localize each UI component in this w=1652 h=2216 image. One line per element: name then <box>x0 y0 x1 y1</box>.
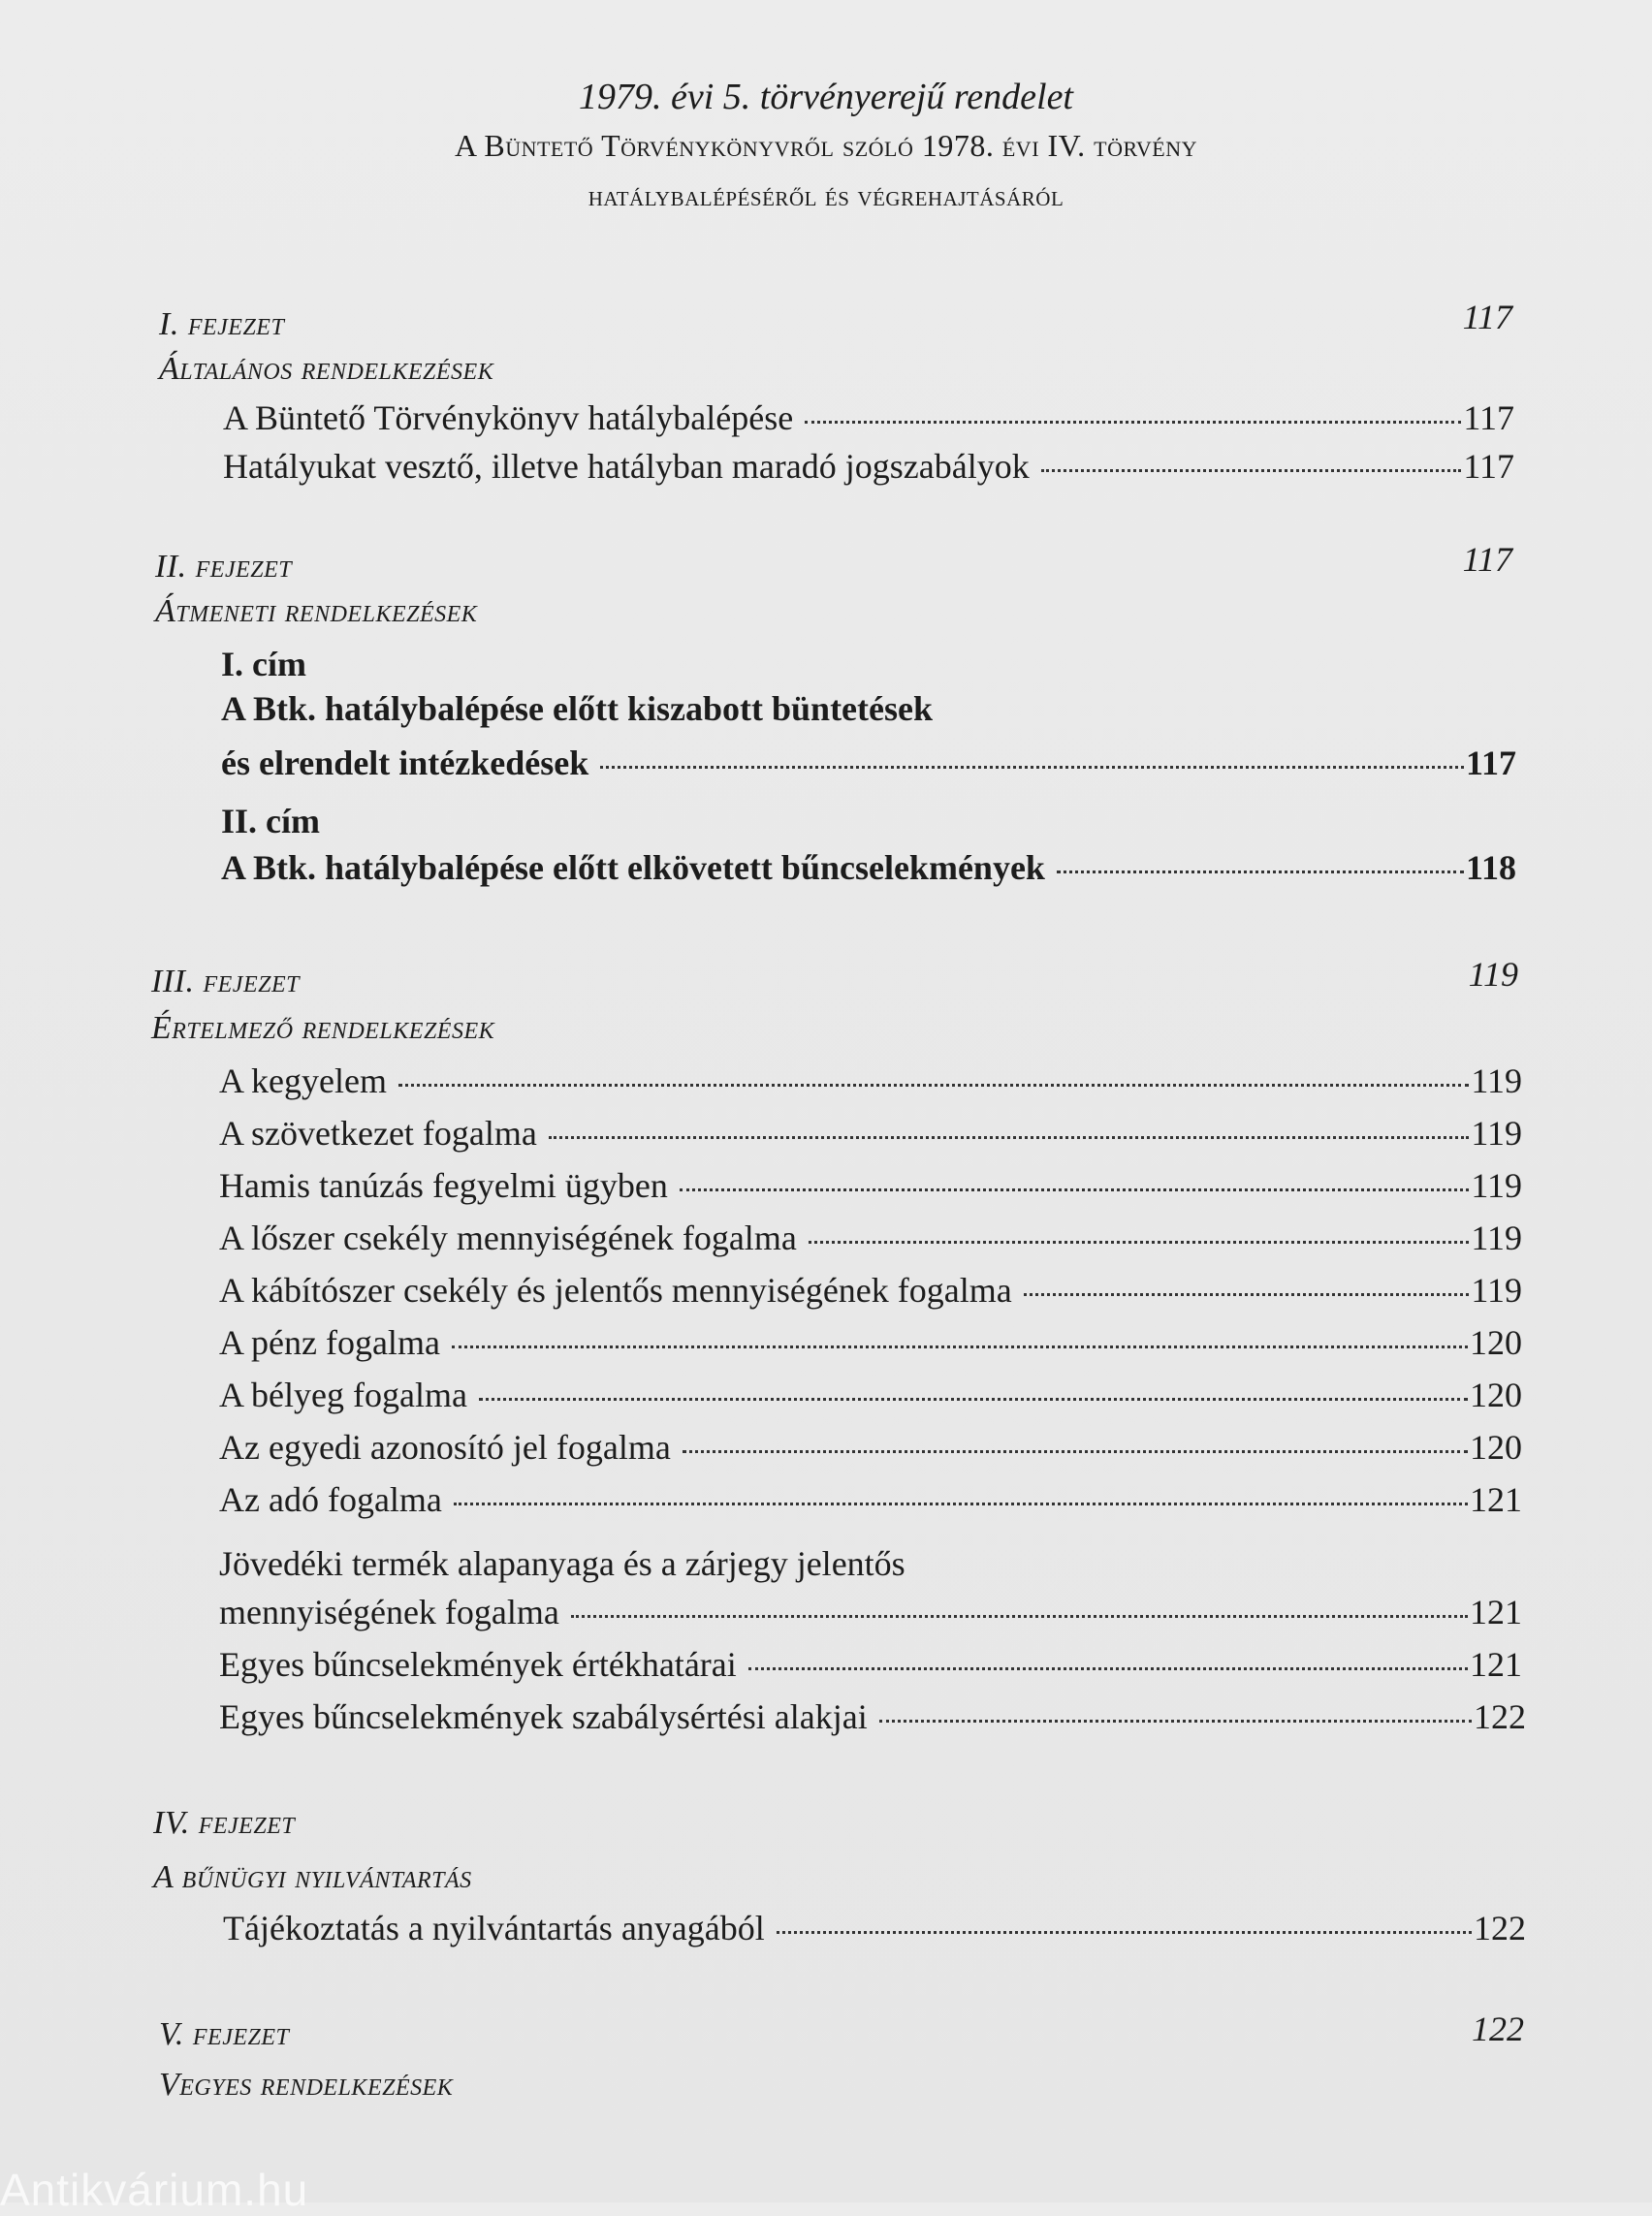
chapter-5-subtitle: Vegyes rendelkezések <box>159 2067 454 2103</box>
toc-entry-page: 119 <box>1471 1114 1522 1153</box>
toc-entry-page: 117 <box>1463 447 1514 486</box>
toc-entry <box>221 847 1516 888</box>
chapter-4-subtitle: A bűnügyi nyilvántartás <box>153 1859 472 1895</box>
title-2-label: II. cím <box>221 802 320 840</box>
toc-entry-text: A Btk. hatálybalépése előtt elkövetett bűncselekmények <box>221 848 1045 887</box>
dot-leader <box>683 1450 1468 1453</box>
toc-entry-page: 119 <box>1471 1219 1522 1257</box>
toc-entry-text: A kábítószer csekély és jelentős mennyiségének fogalma <box>219 1271 1012 1310</box>
toc-entry-page: 122 <box>1474 1909 1526 1947</box>
toc-entry-page: 121 <box>1470 1480 1522 1519</box>
toc-entry-page: 120 <box>1470 1376 1522 1414</box>
toc-entry <box>219 1592 1522 1632</box>
toc-entry-text: Egyes bűncselekmények szabálysértési alakjai <box>219 1697 868 1736</box>
dot-leader <box>777 1931 1472 1934</box>
chapter-3-label: III. fejezet <box>151 964 300 999</box>
act-title-line-2: hatálybalépéséről és végrehajtásáról <box>588 180 1064 212</box>
toc-entry-text: mennyiségének fogalma <box>219 1593 559 1631</box>
toc-entry-text: A szövetkezet fogalma <box>219 1114 537 1153</box>
toc-entry-page: 117 <box>1465 744 1516 782</box>
toc-entry-text: és elrendelt intézkedések <box>221 744 589 782</box>
dot-leader <box>600 766 1464 769</box>
toc-entry-page: 121 <box>1470 1645 1522 1684</box>
chapter-5-page: 122 <box>1472 2010 1524 2048</box>
chapter-4-label: IV. fejezet <box>153 1805 296 1841</box>
toc-entry-text: Az adó fogalma <box>219 1480 442 1519</box>
watermark: Antikvárium.hu <box>0 2165 309 2215</box>
toc-entry-text-line-1: Jövedéki termék alapanyaga és a zárjegy jelentős <box>219 1544 905 1583</box>
toc-entry-page: 119 <box>1471 1061 1522 1100</box>
chapter-3-subtitle: Értelmező rendelkezések <box>151 1010 495 1046</box>
dot-leader <box>805 421 1461 424</box>
dot-leader <box>809 1241 1470 1244</box>
toc-entry <box>221 743 1516 783</box>
toc-entry <box>219 1270 1522 1311</box>
toc-entry-text: Hatályukat vesztő, illetve hatályban maradó jogszabályok <box>223 447 1030 486</box>
title-1-label: I. cím <box>221 645 306 683</box>
toc-entry <box>219 1479 1522 1520</box>
dot-leader <box>1057 871 1464 873</box>
dot-leader <box>454 1503 1468 1505</box>
toc-entry-page: 119 <box>1471 1271 1522 1310</box>
chapter-2-label: II. fejezet <box>155 549 293 585</box>
toc-entry <box>219 1165 1522 1206</box>
chapter-2-page: 117 <box>1462 540 1512 579</box>
toc-entry <box>219 1113 1522 1154</box>
dot-leader <box>549 1136 1469 1139</box>
toc-entry <box>219 1061 1522 1101</box>
toc-entry <box>219 1322 1522 1363</box>
toc-entry <box>219 1427 1522 1468</box>
dot-leader <box>452 1345 1468 1348</box>
act-title-line-1: A Büntető Törvénykönyvről szóló 1978. évi IV. törvény <box>455 128 1197 163</box>
toc-entry-page: 120 <box>1470 1323 1522 1362</box>
toc-entry-text: Egyes bűncselekmények értékhatárai <box>219 1645 737 1684</box>
toc-entry-text: A pénz fogalma <box>219 1323 440 1362</box>
toc-entry-text: Tájékoztatás a nyilvántartás anyagából <box>223 1909 765 1947</box>
toc-entry-text: Az egyedi azonosító jel fogalma <box>219 1428 671 1467</box>
dot-leader <box>479 1398 1468 1401</box>
toc-entry <box>219 1375 1522 1415</box>
chapter-2-subtitle: Átmeneti rendelkezések <box>155 593 478 629</box>
title-1-line-1: A Btk. hatálybalépése előtt kiszabott büntetések <box>221 689 934 728</box>
chapter-5-label: V. fejezet <box>159 2016 290 2052</box>
dot-leader <box>1024 1293 1470 1296</box>
toc-entry-text: A Büntető Törvénykönyv hatálybalépése <box>223 398 794 437</box>
toc-entry <box>223 446 1514 487</box>
toc-entry-page: 121 <box>1470 1593 1522 1631</box>
toc-entry-text: Hamis tanúzás fegyelmi ügyben <box>219 1166 668 1205</box>
toc-entry <box>223 1908 1526 1948</box>
dot-leader <box>680 1188 1469 1191</box>
toc-entry-page: 120 <box>1470 1428 1522 1467</box>
dot-leader <box>398 1084 1469 1087</box>
chapter-1-label: I. fejezet <box>159 306 285 342</box>
toc-entry <box>219 1218 1522 1258</box>
dot-leader <box>571 1615 1468 1618</box>
dot-leader <box>1041 469 1462 472</box>
dot-leader <box>879 1720 1472 1723</box>
toc-entry-page: 119 <box>1471 1166 1522 1205</box>
chapter-3-page: 119 <box>1468 955 1518 994</box>
chapter-1-page: 117 <box>1462 298 1512 336</box>
toc-entry-page: 117 <box>1463 398 1514 437</box>
toc-entry-page: 118 <box>1465 848 1516 887</box>
decree-title: 1979. évi 5. törvényerejű rendelet <box>579 77 1073 117</box>
toc-entry-page: 122 <box>1474 1697 1526 1736</box>
dot-leader <box>748 1667 1468 1670</box>
toc-entry-text: A lőszer csekély mennyiségének fogalma <box>219 1219 797 1257</box>
toc-entry-text: A kegyelem <box>219 1061 387 1100</box>
chapter-1-subtitle: Általános rendelkezések <box>159 351 494 387</box>
toc-entry-text: A bélyeg fogalma <box>219 1376 467 1414</box>
toc-entry <box>219 1644 1522 1685</box>
toc-entry <box>219 1696 1526 1737</box>
toc-entry <box>223 397 1514 438</box>
